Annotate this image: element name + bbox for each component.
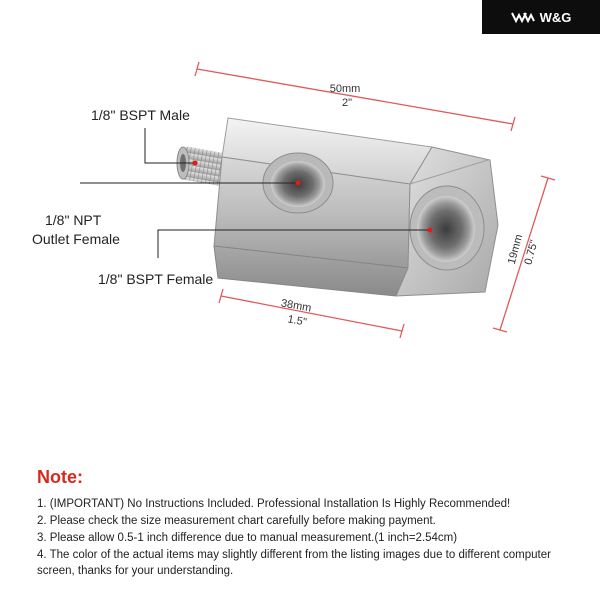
- label-bspt-female: 1/8" BSPT Female: [98, 271, 214, 287]
- note-item: 2. Please check the size measurement chart carefully before making payment.: [37, 515, 436, 527]
- brand-logo-text: W&G: [539, 9, 572, 25]
- note-list: [37, 496, 585, 580]
- note-title: Note:: [37, 467, 83, 487]
- note-item: 4. The color of the actual items may slightly different from the listing images due to different computer screen, thanks for your understanding.: [37, 549, 551, 577]
- note-item: 3. Please allow 0.5-1 inch difference due to manual measurement.(1 inch=2.54cm): [37, 532, 458, 544]
- label-npt-line2: Outlet Female: [32, 231, 120, 247]
- bspt-female-hole: [410, 186, 484, 270]
- dimension-hex-mm: 19mm: [505, 233, 526, 266]
- label-npt-line1: 1/8" NPT: [45, 212, 102, 228]
- dimension-body-mm: 38mm: [279, 297, 313, 315]
- dimension-length-in: 2": [341, 97, 353, 109]
- dimension-body-in: 1.5": [286, 313, 308, 329]
- dimension-length-mm: 50mm: [329, 83, 361, 95]
- label-male: 1/8" BSPT Male: [91, 107, 190, 123]
- dimension-hex-in: 0.75": [522, 238, 541, 267]
- note-item: 1. (IMPORTANT) No Instructions Included. Professional Installation Is Highly Recommended!: [37, 498, 511, 510]
